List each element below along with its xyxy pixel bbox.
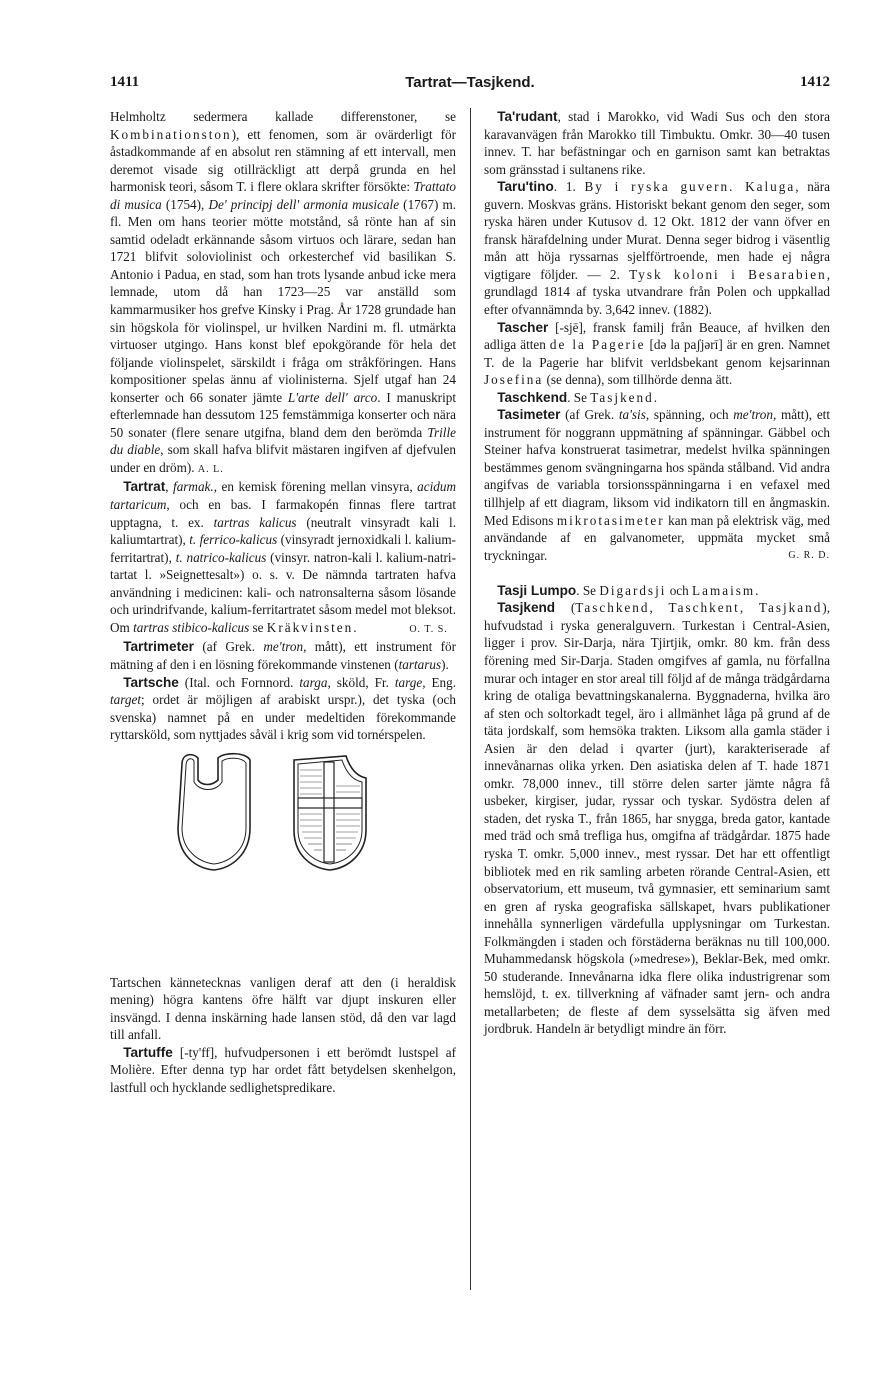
article-tartini-continued: Helmholtz sedermera kallade differenstoner, se Kombinationston), ett fenomen, som är ovärderligt för åstadkommande af en absolut ren stämning af ett intervall, men deremot visade sig otillräckligt att derpå grunda en hel harmonisk teori, såsom T. i flere oklara skrifter försökte: Trattato di musica (1754), De' principj dell' armonia musicale (1767) m. fl. Men om hans teorier mötte motstånd, så rönte han af sin samtid odeladt erkännande såsom virtuos och lärare, sedan han 1721 blifvit soloviolinist och orkesterchef vid basilikan S. Antonio i Padua, en stad, som han trots lysande anbud icke mera lemnade, utom då han 1723—25 var anställd som kammarmusiker hos grefve Kinsky i Prag. År 1728 grundade han sin högskola för violinspel, ur hvilken Nardini m. fl. utmärkta virtuoser utgingo. Hans konst blef epokgörande för hela det följande violinspelet, särskildt i fråga om stråkföringen. Hans kompositioner spelas ännu af violinisterna. Sjelf utgaf han 24 konserter och 66 sonater jämte L'arte dell' arco. I manuskript efterlemnade han dessutom 125 femstämmiga konserter och nära 50 sonater (flere senare utgifna, bland dem den berömda Trille du diable, som skall hafva blifvit mästaren ingifven af djefvulen under en dröm). A. L.: [110, 109, 457, 475]
headword: Taru'tino: [497, 179, 554, 195]
author-signature: G. R. D.: [788, 549, 830, 561]
article-tasjkend: Tasjkend (Taschkend, Taschkent, Tasjkand), hufvudstad i ryska generalguvern. Turkestan i Central-Asien, ligger i prov. Sir-Darja, nära Tjirtjik, omkr. 80 km. från dess förening med Sir-Darja. Staden omgifves af gamla, nu förfallna murar och intager en stor areal till följd af de många trädgårdarna kring de otaliga bevattningskanalerna. Byggnaderna, hvilka äro af sten och soltorkadt tegel, äro i allmänhet låga på grund af de täta jordskalf, som hemsöka trakten. Liksom alla gamla städer i Asien är den delad i qvarter (jurt), karakteriserade af innevånarnas olika yrken. Den asiatiska delen af T. hade 1871 omkr. 78,000 innev., till större delen sarter jämte några få usbeker, kirgiser, judar, ryssar och tyskar. Sydöstra delen af staden, det ryska T., från 1865, har snygga, breda gator, kantade med träd och små trefliga hus, omgifna af trädgårdar. 1875 hade ryska T. omkr. 5,000 innev., mest ryssar. Det har ett offentligt bibliotek med en rik samling arbeten rörande Central-Asien, ett observatorium, ett museum, två gymnasier, ett seminarium samt en gren af ryska geografiska sällskapet, hvars publikationer innehålla synnerligen värdefulla upplysningar om Turkestan. Folkmängden i staden och förstäderna beräknas nu till 100,000. Muhammedansk högskola (»medrese»), Beklar-Bek, med omkr. 50 studerande. Innevånarna idka flere olika industrigrenar som hemslöjd, t. ex. tillverkning af väfnader samt jern- och andra metallarbeten; de fleste af dem sysselsätta sig äfven med jordbruk. Handeln är betydligt mindre än förr.: [484, 600, 830, 1037]
headword: Tasimeter: [497, 407, 561, 423]
author-signature: O. T. S.: [409, 623, 448, 635]
headword: Taschkend: [497, 389, 568, 405]
article-tasimeter: Tasimeter (af Grek. ta'sis, spänning, och me'tron, mått), ett instrument för noggrann uppmätning af spänningar. Gäbbel och Steiner hafva konstruerat tasimetrar, medelst hvilka spänningen bestämmes genom svängningarna hos spända stålband. Vid andra angifvas de variabla torsionsspänningarna i en vefaxel med tillhjelp af ett diagram, liksom vid indikatorn till en ångmaskin. Med Edisons mikrotasimeter kan man på elektrisk väg, med användande af en galvanometer, uppmäta mycket små tryckningar. G. R. D.: [484, 407, 830, 563]
headword: Tartrat: [123, 479, 166, 495]
headword: Tasji Lumpo: [497, 582, 577, 598]
shield-cross-icon: [286, 750, 372, 872]
article-tartrat: Tartrat, farmak., en kemisk förening mellan vinsyra, acidum tartaricum, och en bas. I farmakopén finnas flere tartrat upptagna, t. ex. tartras kalicus (neutralt vinsyradt kali l. kaliumtartrat), t. ferrico-kalicus (vinsyradt jernoxidkali l. kalium-ferritartrat), t. natrico-kalicus (vinsyr. natron-kali l. kalium-natri-tartat l. »Seignettesalt») o. s. v. De nämnda tartraten hafva användning i medicinen: kali- och natronsalterna såsom lösande och urindrifvande, kalium-ferritartratet såsom medel mot bleksot. Om tartras stibico-kalicus se Kräkvinsten. O. T. S.: [110, 479, 457, 635]
headword: Tartsche: [123, 674, 179, 690]
article-tasji-lumpo: Tasji Lumpo. Se Digardsji och Lamaism.: [497, 582, 759, 598]
article-taschkend: Taschkend. Se Tasjkend.: [497, 389, 657, 405]
headword: Ta'rudant: [497, 109, 558, 124]
headword: Tasjkend: [497, 600, 556, 616]
page-header: [110, 74, 830, 96]
article-tarudant: Ta'rudant, stad i Marokko, vid Wadi Sus och den stora karavanvägen från Marokko till Timbuktu. Omkr. 30—40 tusen innev. T. har befästningar och en garnison samt kan betraktas som gränsstad i sultanens rike.: [484, 109, 830, 177]
running-title: Tartrat—Tasjkend.: [405, 74, 535, 91]
article-tartuffe: Tartuffe [-ty'ff], hufvudpersonen i ett berömdt lustspel af Molière. Efter denna typ har ordet fått betydelsen skenhelgon, lastfull och hycklande sedlighetspredikare.: [110, 1044, 456, 1095]
headword: Tascher: [497, 319, 549, 335]
column-divider: [470, 108, 471, 1290]
article-tarutino: Taru'tino. 1. By i ryska guvern. Kaluga, nära guvern. Moskvas gräns. Historiskt bekant genom den seger, som ryska hären under Kutusov d. 12 Okt. 1812 der vann öfver en fransk härafdelning under Murat. Denna seger bidrog i väsentlig mån att höja ryssarnas sjelfförtroende, men hade ej några vigtigare följder. — 2. Tysk koloni i Besarabien, grundlagd 1814 af tyska utvandrare från Polen och uppkallad efter ofvannämnda by. 3,642 innev. (1882).: [484, 179, 830, 318]
page-number-left: 1411: [110, 74, 140, 90]
article-tartrimeter: Tartrimeter (af Grek. me'tron, mått), ett instrument för mätning af den i en lösning förekommande vinstenen (tartarus).: [110, 639, 457, 672]
headword: Tartuffe: [123, 1044, 173, 1060]
shield-plain-icon: [172, 750, 256, 872]
author-signature: A. L.: [197, 463, 224, 475]
tartsche-caption: Tartschen kännetecknas vanligen deraf att den (i heraldisk mening) högra kantens öfre hälft var djupt inskuren eller insvängd. I denna inskärning hade lansen stöd, då den var lagd till anfall.: [110, 974, 456, 1043]
article-tascher: Tascher [-sjē], fransk familj från Beauce, af hvilken den adliga ätten de la Pagerie [də la paʃjərī] är en gren. Namnet T. de la Pagerie har blifvit verldsbekant genom kejsarinnan Josefina (se denna), som tillhörde denna ätt.: [484, 319, 830, 388]
right-column: [484, 108, 830, 1038]
tartsche-illustration: [110, 750, 456, 970]
left-column: [110, 108, 456, 1097]
headword: Tartrimeter: [123, 639, 194, 655]
article-tartsche: Tartsche (Ital. och Fornnord. targa, sköld, Fr. targe, Eng. target; ordet är möjligen af arabiskt urspr.), det tyska (och svenska) namnet på en under medeltiden förekommande ryttarsköld, som nyttjades såväl i krig som vid tornérspelen.: [110, 674, 457, 743]
page-number-right: 1412: [800, 74, 830, 90]
